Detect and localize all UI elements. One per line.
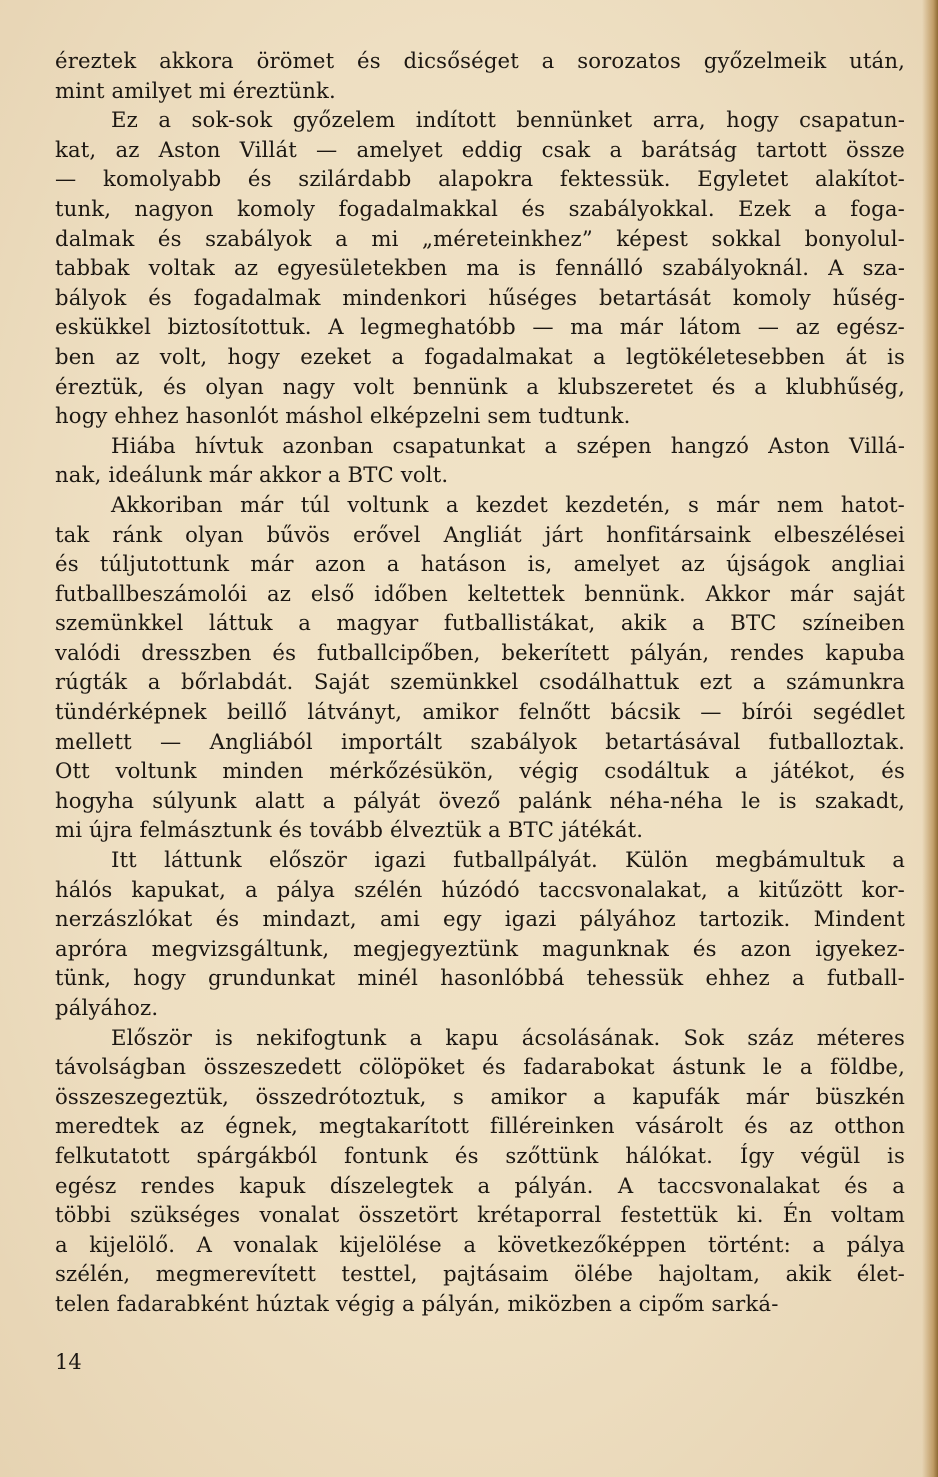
text-line: pályához. — [55, 995, 159, 1020]
text-line: Hiába hívtuk azonban csapatunkat a szépen hangzó Aston Villá- — [111, 432, 905, 458]
text-line: szemünkkel láttuk a magyar futballistákat, akik a BTC színeiben — [55, 610, 905, 636]
text-line: Ott voltunk minden mérkőzésükön, végig csodáltuk a játékot, és — [55, 758, 905, 784]
text-line: valódi dresszben és futballcipőben, bekerített pályán, rendes kapuba — [55, 639, 905, 665]
paragraph — [55, 845, 905, 1023]
text-line: apróra megvizsgáltunk, megjegyeztünk magunknak és azon igyekez- — [55, 935, 905, 961]
text-line: ben az volt, hogy ezeket a fogadalmakat a legtökéletesebben át is — [55, 343, 905, 369]
text-line: — komolyabb és szilárdabb alapokra fektessük. Egyletet alakítot- — [55, 166, 905, 192]
text-line: kat, az Aston Villát — amelyet eddig csak a barátság tartott össze — [55, 136, 905, 162]
text-line: a kijelölő. A vonalak kijelölése a következőképpen történt: a pálya — [55, 1231, 905, 1257]
text-line: futballbeszámolói az első időben keltettek bennünk. Akkor már saját — [55, 580, 905, 606]
page-edge-shadow — [922, 0, 938, 1477]
text-line: éreztük, és olyan nagy volt bennünk a klubszeretet és a klubhűség, — [55, 373, 905, 399]
text-line: tunk, nagyon komoly fogadalmakkal és szabályokkal. Ezek a foga- — [55, 195, 905, 221]
paragraph — [55, 1023, 905, 1319]
text-line: mi újra felmásztunk és tovább élveztük a BTC játékát. — [55, 817, 644, 843]
text-line: távolságban összeszedett cölöpöket és fadarabokat ástunk le a földbe, — [55, 1054, 905, 1080]
text-line: dalmak és szabályok a mi „méreteinkhez” képest sokkal bonyolul- — [55, 225, 905, 251]
text-line: hogy ehhez hasonlót máshol elképzelni sem tudtunk. — [55, 403, 631, 429]
text-line: tak ránk olyan bűvös erővel Angliát járt honfitársaink elbeszélései — [55, 521, 905, 547]
paragraph — [55, 431, 905, 490]
text-line: mellett — Angliából importált szabályok betartásával futballoztak. — [55, 728, 905, 754]
text-line: tündérképnek beillő látványt, amikor felnőtt bácsik — bírói segédlet — [55, 699, 905, 725]
text-line: szélén, megmerevített testtel, pajtásaim ölébe hajoltam, akik élet- — [55, 1261, 905, 1287]
text-line: éreztek akkora örömet és dicsőséget a sorozatos győzelmeik után, — [55, 48, 905, 73]
text-line: hogyha súlyunk alatt a pályát övező palánk néha-néha le is szakadt, — [55, 787, 905, 813]
text-line: többi szükséges vonalat összetört krétaporral festettük ki. Én voltam — [55, 1202, 905, 1228]
page-number: 14 — [55, 1350, 82, 1374]
text-line: egész rendes kapuk díszelegtek a pályán. A taccsvonalakat és a — [55, 1172, 905, 1198]
paragraph — [55, 46, 905, 105]
text-line: és túljutottunk már azon a hatáson is, amelyet az újságok angliai — [55, 551, 905, 577]
text-line: Akkoriban már túl voltunk a kezdet kezdetén, s már nem hatot- — [111, 491, 905, 517]
text-line: tabbak voltak az egyesületekben ma is fennálló szabályoknál. A sza- — [55, 255, 905, 281]
text-line: eskükkel biztosítottuk. A legmeghatóbb — ma már látom — az egész- — [55, 314, 905, 340]
text-line: nak, ideálunk már akkor a BTC volt. — [55, 462, 449, 488]
text-line: meredtek az égnek, megtakarított filléreinken vásárolt és az otthon — [55, 1113, 905, 1139]
text-line: telen fadarabként húztak végig a pályán, miközben a cipőm sarká- — [55, 1290, 779, 1316]
text-line: Először is nekifogtunk a kapu ácsolásának. Sok száz méteres — [111, 1024, 905, 1050]
text-line: tünk, hogy grundunkat minél hasonlóbbá tehessük ehhez a futball- — [55, 965, 905, 991]
text-line: Itt láttunk először igazi futballpályát. Külön megbámultuk a — [111, 847, 905, 873]
text-line: Ez a sok-sok győzelem indított bennünket arra, hogy csapatun- — [111, 107, 905, 133]
body-text — [55, 46, 905, 1319]
text-line: mint amilyet mi éreztünk. — [55, 77, 336, 103]
text-line: hálós kapukat, a pálya szélén húzódó taccsvonalakat, a kitűzött kor- — [55, 876, 905, 902]
text-line: rúgták a bőrlabdát. Saját szemünkkel csodálhattuk ezt a számunkra — [55, 669, 905, 695]
paragraph — [55, 490, 905, 845]
text-line: nerzászlókat és mindazt, ami egy igazi pályához tartozik. Mindent — [55, 906, 905, 932]
text-line: összeszegeztük, összedrótoztuk, s amikor a kapufák már büszkén — [55, 1083, 905, 1109]
paragraph — [55, 105, 905, 431]
text-line: felkutatott spárgákból fontunk és szőttünk hálókat. Így végül is — [55, 1142, 905, 1168]
text-line: bályok és fogadalmak mindenkori hűséges betartását komoly hűség- — [55, 284, 905, 310]
